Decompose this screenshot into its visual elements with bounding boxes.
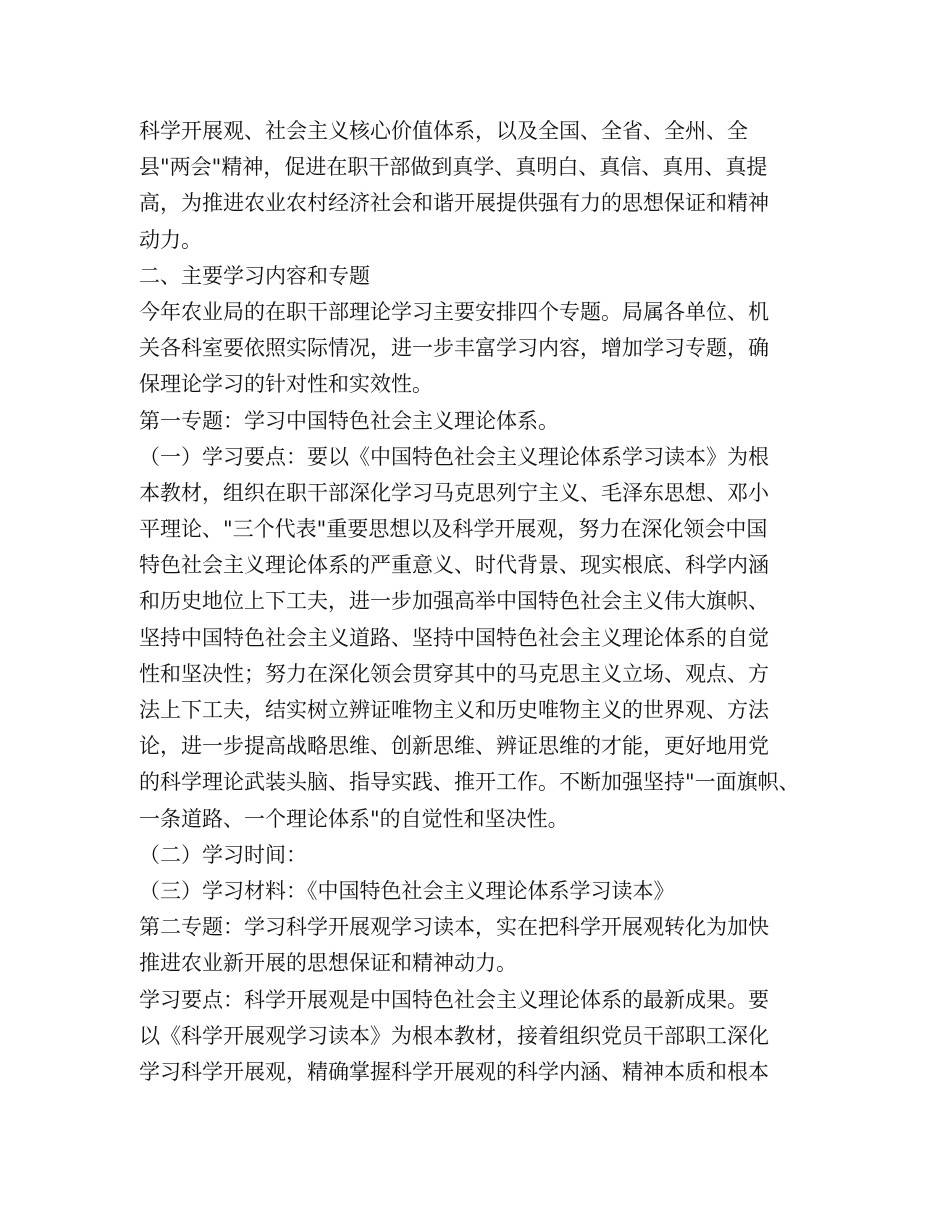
body-line: 县"两会"精神，促进在职干部做到真学、真明白、真信、真用、真提 bbox=[139, 155, 768, 180]
body-line: 推进农业新开展的思想保证和精神动力。 bbox=[139, 951, 517, 976]
body-line: 性和坚决性；努力在深化领会贯穿其中的马克思主义立场、观点、方 bbox=[139, 661, 769, 686]
body-line: 以《科学开展观学习读本》为根本教材，接着组织党员干部职工深化 bbox=[139, 1023, 769, 1048]
body-line: 本教材，组织在职干部深化学习马克思列宁主义、毛泽东思想、邓小 bbox=[139, 480, 769, 505]
body-line: 论，进一步提高战略思维、创新思维、辨证思维的才能，更好地用党 bbox=[139, 734, 769, 759]
body-line: （二）学习时间： bbox=[139, 842, 307, 867]
body-line: 学习要点：科学开展观是中国特色社会主义理论体系的最新成果。要 bbox=[139, 987, 769, 1012]
body-line: 特色社会主义理论体系的严重意义、时代背景、现实根底、科学内涵 bbox=[139, 553, 769, 578]
body-line: 平理论、"三个代表"重要思想以及科学开展观，努力在深化领会中国 bbox=[139, 517, 768, 542]
body-line: 关各科室要依照实际情况，进一步丰富学习内容，增加学习专题，确 bbox=[139, 336, 769, 361]
body-line: 坚持中国特色社会主义道路、坚持中国特色社会主义理论体系的自觉 bbox=[139, 625, 769, 650]
body-line: （一）学习要点：要以《中国特色社会主义理论体系学习读本》为根 bbox=[139, 444, 769, 469]
body-line: 和历史地位上下工夫，进一步加强高举中国特色社会主义伟大旗帜、 bbox=[139, 589, 769, 614]
body-line: （三）学习材料：《中国特色社会主义理论体系学习读本》 bbox=[139, 878, 675, 903]
body-line: 学习科学开展观，精确掌握科学开展观的科学内涵、精神本质和根本 bbox=[139, 1059, 769, 1084]
body-line: 的科学理论武装头脑、指导实践、推开工作。不断加强坚持"一面旗帜、 bbox=[139, 770, 800, 795]
body-line: 今年农业局的在职干部理论学习主要安排四个专题。局属各单位、机 bbox=[139, 299, 769, 324]
body-line: 保理论学习的针对性和实效性。 bbox=[139, 372, 433, 397]
section-heading: 二、主要学习内容和专题 bbox=[139, 263, 370, 288]
body-line: 法上下工夫，结实树立辨证唯物主义和历史唯物主义的世界观、方法 bbox=[139, 698, 769, 722]
topic-heading: 第二专题：学习科学开展观学习读本，实在把科学开展观转化为加快 bbox=[139, 915, 769, 940]
topic-heading: 第一专题：学习中国特色社会主义理论体系。 bbox=[139, 408, 559, 433]
body-line: 科学开展观、社会主义核心价值体系，以及全国、全省、全州、全 bbox=[139, 119, 748, 143]
body-line: 动力。 bbox=[139, 227, 202, 252]
body-line: 高，为推进农业农村经济社会和谐开展提供强有力的思想保证和精神 bbox=[139, 191, 769, 216]
body-line: 一条道路、一个理论体系"的自觉性和坚决性。 bbox=[139, 806, 569, 831]
document-body bbox=[139, 113, 829, 1090]
